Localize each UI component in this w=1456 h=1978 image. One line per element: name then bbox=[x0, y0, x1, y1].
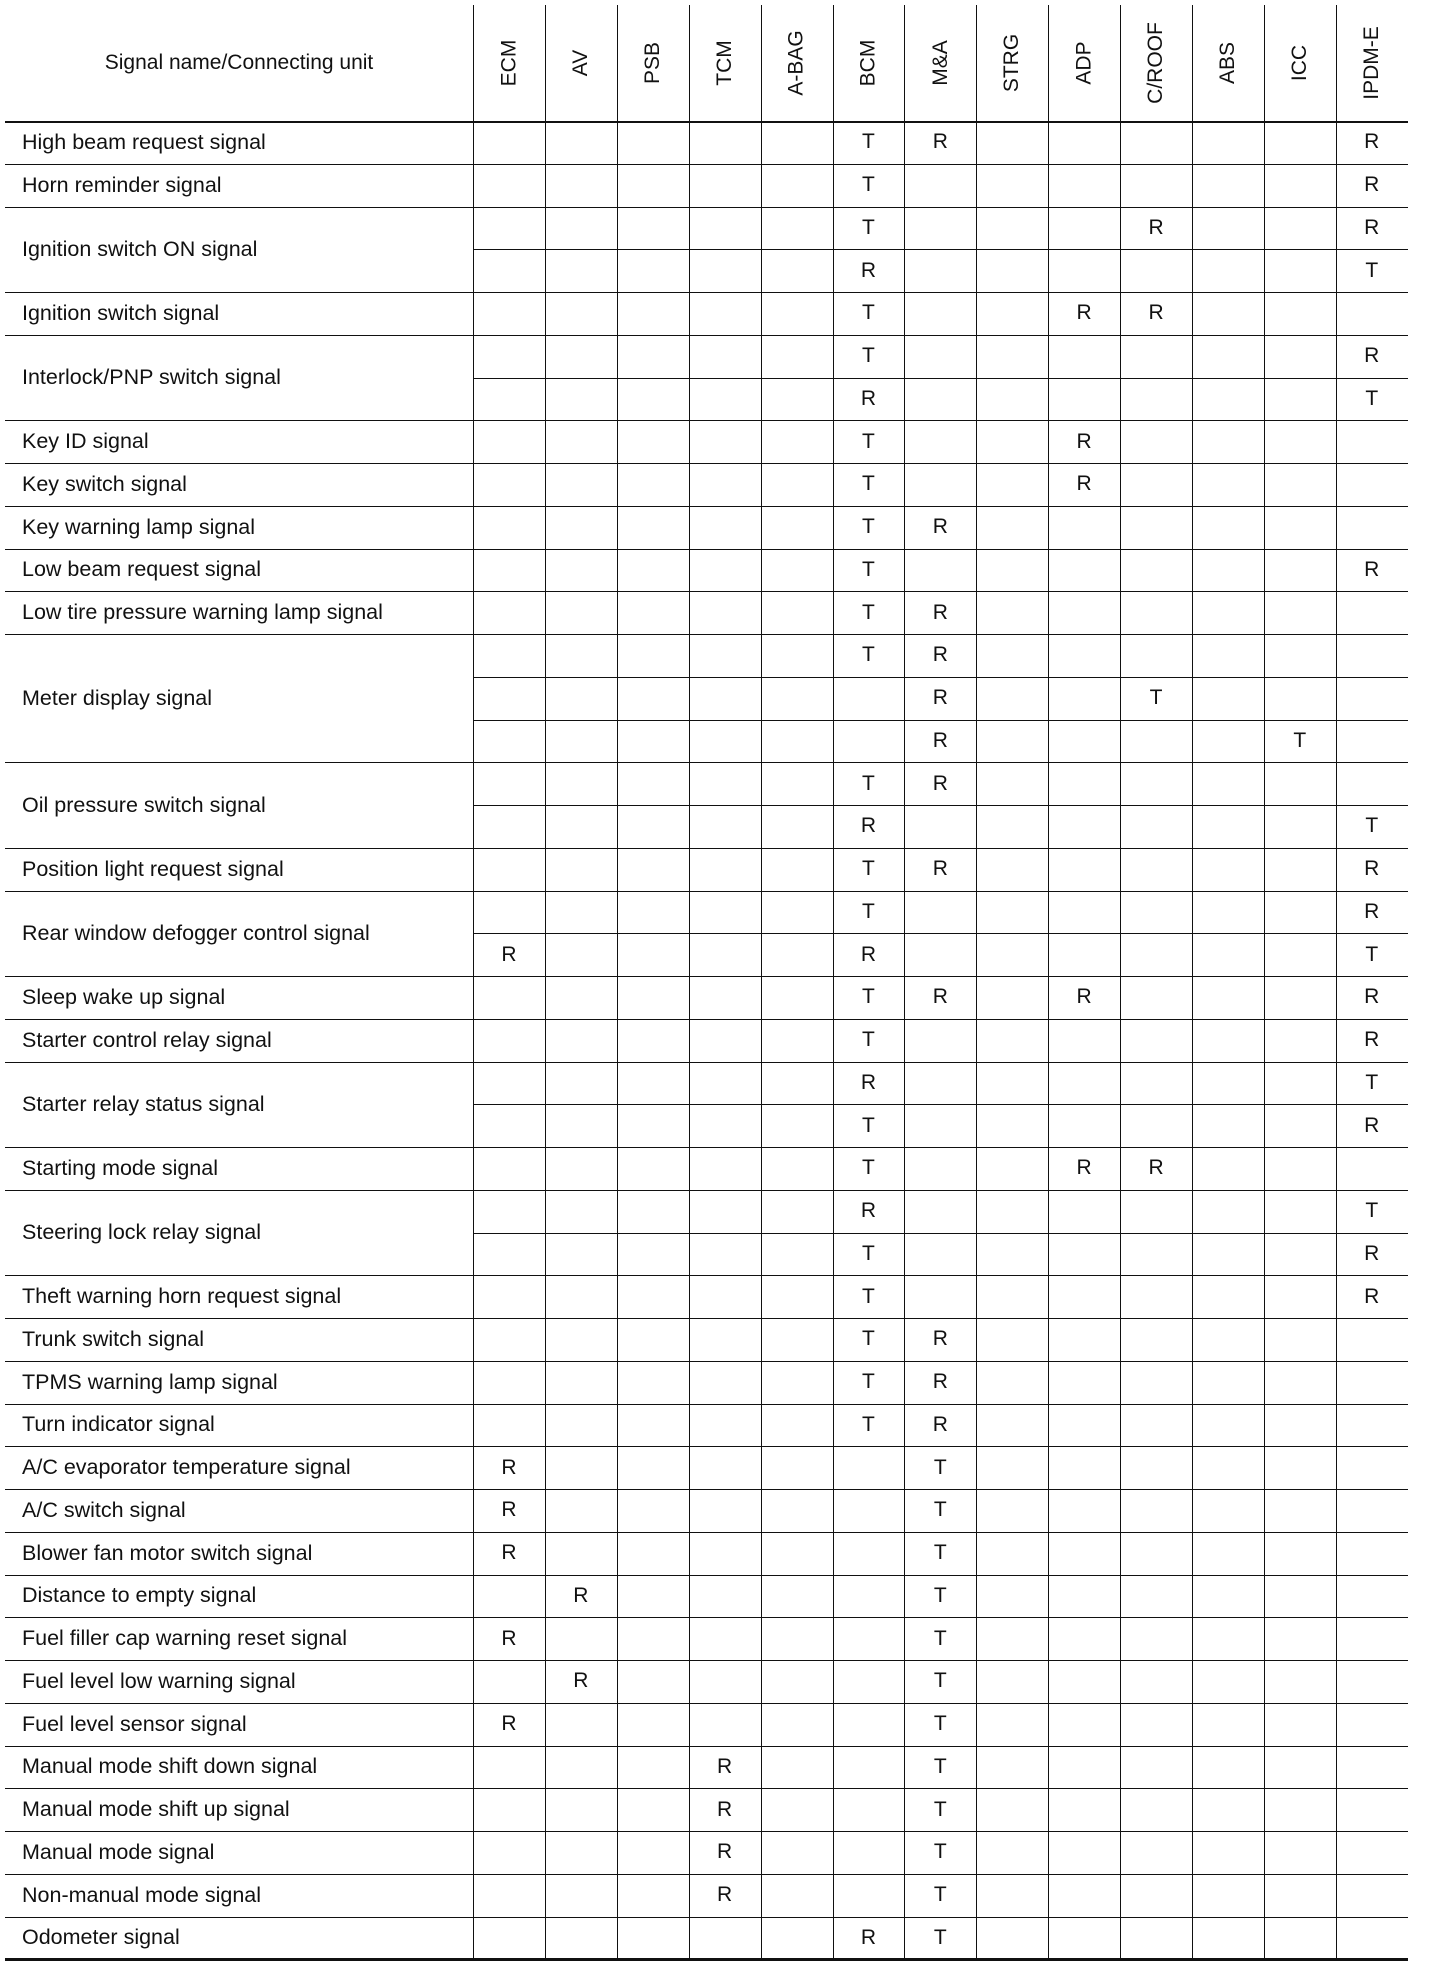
cell-bcm: T bbox=[862, 899, 875, 923]
cell-bcm: T bbox=[862, 600, 875, 624]
cell-ipdm-e: R bbox=[1364, 215, 1380, 239]
cell-bcm: R bbox=[860, 1070, 877, 1094]
signal-name: Interlock/PNP switch signal bbox=[22, 365, 281, 389]
cell-m-a: R bbox=[932, 728, 948, 752]
cell-ipdm-e: T bbox=[1365, 386, 1379, 410]
column-divider bbox=[617, 5, 618, 1959]
row-divider bbox=[473, 249, 1408, 250]
cell-bcm: T bbox=[862, 130, 875, 154]
cell-bcm: T bbox=[862, 429, 875, 453]
header-unit-psb: PSB bbox=[640, 41, 664, 85]
cell-c-roof: T bbox=[1149, 686, 1163, 710]
cell-ipdm-e: R bbox=[1364, 557, 1380, 581]
row-divider bbox=[473, 805, 1408, 806]
signal-name: Rear window defogger control signal bbox=[22, 920, 370, 945]
cell-bcm: T bbox=[862, 643, 875, 667]
cell-ipdm-e: R bbox=[1364, 857, 1380, 881]
cell-adp: R bbox=[1076, 429, 1092, 453]
cell-ipdm-e: R bbox=[1364, 1113, 1380, 1137]
cell-bcm: T bbox=[862, 1156, 875, 1180]
cell-m-a: T bbox=[933, 1925, 947, 1949]
cell-tcm: R bbox=[717, 1754, 733, 1778]
header-unit-bcm: BCM bbox=[856, 39, 880, 87]
cell-m-a: R bbox=[932, 1412, 948, 1436]
row-divider bbox=[5, 1489, 1408, 1490]
signal-name: Starting mode signal bbox=[22, 1155, 218, 1180]
cell-bcm: T bbox=[862, 1327, 875, 1351]
signal-name: Starter relay status signal bbox=[22, 1091, 265, 1116]
header-unit-abs: ABS bbox=[1215, 41, 1239, 85]
cell-m-a: R bbox=[932, 985, 948, 1009]
cell-m-a: T bbox=[933, 1797, 947, 1821]
signal-name: Ignition switch ON signal bbox=[22, 236, 258, 261]
cell-m-a: T bbox=[933, 1455, 947, 1479]
cell-m-a: T bbox=[933, 1626, 947, 1650]
cell-ecm: R bbox=[501, 1541, 517, 1565]
header-unit-ecm: ECM bbox=[496, 39, 520, 87]
signal-name: Fuel filler cap warning reset signal bbox=[22, 1626, 348, 1651]
cell-bcm: T bbox=[862, 301, 875, 325]
cell-bcm: T bbox=[862, 1028, 875, 1052]
cell-bcm: R bbox=[860, 814, 877, 838]
signal-name: Position light request signal bbox=[22, 856, 284, 881]
signal-name: Sleep wake up signal bbox=[22, 984, 226, 1009]
row-divider bbox=[5, 1318, 1408, 1319]
cell-ipdm-e: R bbox=[1364, 1241, 1380, 1265]
cell-m-a: T bbox=[933, 1583, 947, 1607]
cell-ipdm-e: R bbox=[1364, 899, 1380, 923]
cell-m-a: R bbox=[932, 643, 948, 667]
header-unit-tcm: TCM bbox=[712, 40, 736, 86]
header-unit-av: AV bbox=[568, 49, 592, 77]
row-divider bbox=[5, 1404, 1408, 1405]
cell-ipdm-e: R bbox=[1364, 1028, 1380, 1052]
header-unit-icc: ICC bbox=[1287, 44, 1311, 82]
header-unit-a-bag: A-BAG bbox=[784, 30, 808, 96]
column-divider bbox=[976, 5, 977, 1959]
header-unit-c-roof: C/ROOF bbox=[1144, 22, 1168, 104]
cell-ipdm-e: T bbox=[1365, 258, 1379, 282]
signal-name: Fuel level low warning signal bbox=[22, 1668, 296, 1693]
column-divider bbox=[473, 5, 474, 1959]
signal-name: Blower fan motor switch signal bbox=[22, 1540, 313, 1565]
cell-adp: R bbox=[1076, 301, 1092, 325]
signal-name: Fuel level sensor signal bbox=[22, 1711, 247, 1736]
cell-m-a: T bbox=[933, 1669, 947, 1693]
signal-name: Trunk switch signal bbox=[22, 1326, 205, 1351]
signal-name: TPMS warning lamp signal bbox=[22, 1369, 278, 1394]
column-divider bbox=[761, 5, 762, 1959]
cell-m-a: R bbox=[932, 1327, 948, 1351]
signal-name: Non-manual mode signal bbox=[22, 1882, 262, 1907]
cell-bcm: T bbox=[862, 173, 875, 197]
cell-bcm: R bbox=[860, 258, 877, 282]
cell-m-a: R bbox=[932, 686, 948, 710]
cell-adp: R bbox=[1076, 985, 1092, 1009]
row-divider bbox=[5, 634, 1408, 635]
cell-ipdm-e: R bbox=[1364, 1284, 1380, 1308]
row-divider bbox=[473, 1233, 1408, 1234]
cell-m-a: R bbox=[932, 600, 948, 624]
header-signal-name: Signal name/Connecting unit bbox=[104, 51, 374, 74]
cell-bcm: T bbox=[862, 857, 875, 881]
signal-name: Low tire pressure warning lamp signal bbox=[22, 600, 383, 625]
signal-name: Key switch signal bbox=[22, 471, 187, 496]
cell-m-a: T bbox=[933, 1840, 947, 1864]
cell-m-a: R bbox=[932, 515, 948, 539]
signal-name: Theft warning horn request signal bbox=[22, 1284, 342, 1309]
cell-bcm: T bbox=[862, 771, 875, 795]
cell-adp: R bbox=[1076, 472, 1092, 496]
cell-bcm: T bbox=[862, 1241, 875, 1265]
cell-m-a: R bbox=[932, 771, 948, 795]
cell-c-roof: R bbox=[1148, 301, 1164, 325]
column-divider bbox=[1264, 5, 1265, 1959]
cell-m-a: R bbox=[932, 1370, 948, 1394]
cell-tcm: R bbox=[717, 1840, 733, 1864]
cell-ipdm-e: R bbox=[1364, 173, 1380, 197]
cell-bcm: T bbox=[862, 344, 875, 368]
cell-bcm: R bbox=[860, 1925, 877, 1949]
signal-name: A/C switch signal bbox=[22, 1497, 186, 1522]
cell-ecm: R bbox=[501, 942, 517, 966]
column-divider bbox=[689, 5, 690, 1959]
cell-ipdm-e: T bbox=[1365, 942, 1379, 966]
cell-m-a: T bbox=[933, 1498, 947, 1522]
signal-name: High beam request signal bbox=[22, 129, 266, 154]
signal-name: Oil pressure switch signal bbox=[22, 792, 266, 817]
cell-icc: T bbox=[1293, 728, 1307, 752]
cell-bcm: R bbox=[860, 942, 877, 966]
cell-adp: R bbox=[1076, 1156, 1092, 1180]
column-divider bbox=[1192, 5, 1193, 1959]
cell-ecm: R bbox=[501, 1498, 517, 1522]
signal-name: Turn indicator signal bbox=[22, 1412, 215, 1437]
cell-bcm: R bbox=[860, 1199, 877, 1223]
cell-ipdm-e: T bbox=[1365, 814, 1379, 838]
signal-name: Low beam request signal bbox=[22, 557, 262, 582]
cell-ecm: R bbox=[501, 1626, 517, 1650]
cell-bcm: T bbox=[862, 985, 875, 1009]
signal-name: Starter control relay signal bbox=[22, 1027, 272, 1052]
signal-name: Ignition switch signal bbox=[22, 300, 220, 325]
signal-name: Key ID signal bbox=[22, 429, 149, 454]
cell-av: R bbox=[573, 1583, 589, 1607]
cell-ipdm-e: T bbox=[1365, 1070, 1379, 1094]
cell-ipdm-e: R bbox=[1364, 130, 1380, 154]
cell-bcm: T bbox=[862, 472, 875, 496]
signal-name: Horn reminder signal bbox=[22, 172, 222, 197]
cell-m-a: T bbox=[933, 1541, 947, 1565]
cell-bcm: T bbox=[862, 515, 875, 539]
cell-m-a: T bbox=[933, 1883, 947, 1907]
signal-name: Key warning lamp signal bbox=[22, 514, 256, 539]
cell-tcm: R bbox=[717, 1883, 733, 1907]
cell-bcm: T bbox=[862, 1370, 875, 1394]
signal-name: Meter display signal bbox=[22, 685, 213, 710]
header-unit-adp: ADP bbox=[1072, 41, 1096, 85]
cell-bcm: T bbox=[862, 1412, 875, 1436]
row-divider bbox=[5, 1958, 1408, 1961]
signal-name: Distance to empty signal bbox=[22, 1583, 257, 1608]
header-unit-ipdm-e: IPDM-E bbox=[1359, 26, 1383, 100]
row-divider bbox=[5, 1917, 1408, 1918]
cell-c-roof: R bbox=[1148, 1156, 1164, 1180]
cell-ecm: R bbox=[501, 1455, 517, 1479]
cell-bcm: R bbox=[860, 386, 877, 410]
cell-ecm: R bbox=[501, 1712, 517, 1736]
cell-bcm: T bbox=[862, 1113, 875, 1137]
cell-av: R bbox=[573, 1669, 589, 1693]
cell-ipdm-e: R bbox=[1364, 344, 1380, 368]
signal-name: Steering lock relay signal bbox=[22, 1220, 262, 1244]
row-divider bbox=[473, 378, 1408, 379]
cell-tcm: R bbox=[717, 1797, 733, 1821]
header-unit-m-a: M&A bbox=[928, 40, 952, 86]
cell-m-a: R bbox=[932, 130, 948, 154]
signal-name: Manual mode shift up signal bbox=[22, 1797, 290, 1822]
cell-bcm: T bbox=[862, 557, 875, 581]
cell-c-roof: R bbox=[1148, 215, 1164, 239]
signal-name: A/C evaporator temperature signal bbox=[22, 1455, 351, 1480]
cell-m-a: T bbox=[933, 1754, 947, 1778]
header-unit-strg: STRG bbox=[1000, 33, 1024, 93]
cell-ipdm-e: T bbox=[1365, 1199, 1379, 1223]
row-divider bbox=[473, 933, 1408, 934]
row-divider bbox=[473, 1104, 1408, 1105]
cell-ipdm-e: R bbox=[1364, 985, 1380, 1009]
cell-bcm: T bbox=[862, 215, 875, 239]
row-divider bbox=[5, 463, 1408, 464]
signal-table bbox=[5, 5, 1408, 1973]
cell-m-a: T bbox=[933, 1712, 947, 1736]
row-divider bbox=[5, 420, 1408, 421]
signal-name: Manual mode signal bbox=[22, 1839, 215, 1864]
signal-name: Manual mode shift down signal bbox=[22, 1754, 318, 1779]
signal-name: Odometer signal bbox=[22, 1925, 180, 1950]
cell-bcm: T bbox=[862, 1284, 875, 1308]
cell-m-a: R bbox=[932, 857, 948, 881]
